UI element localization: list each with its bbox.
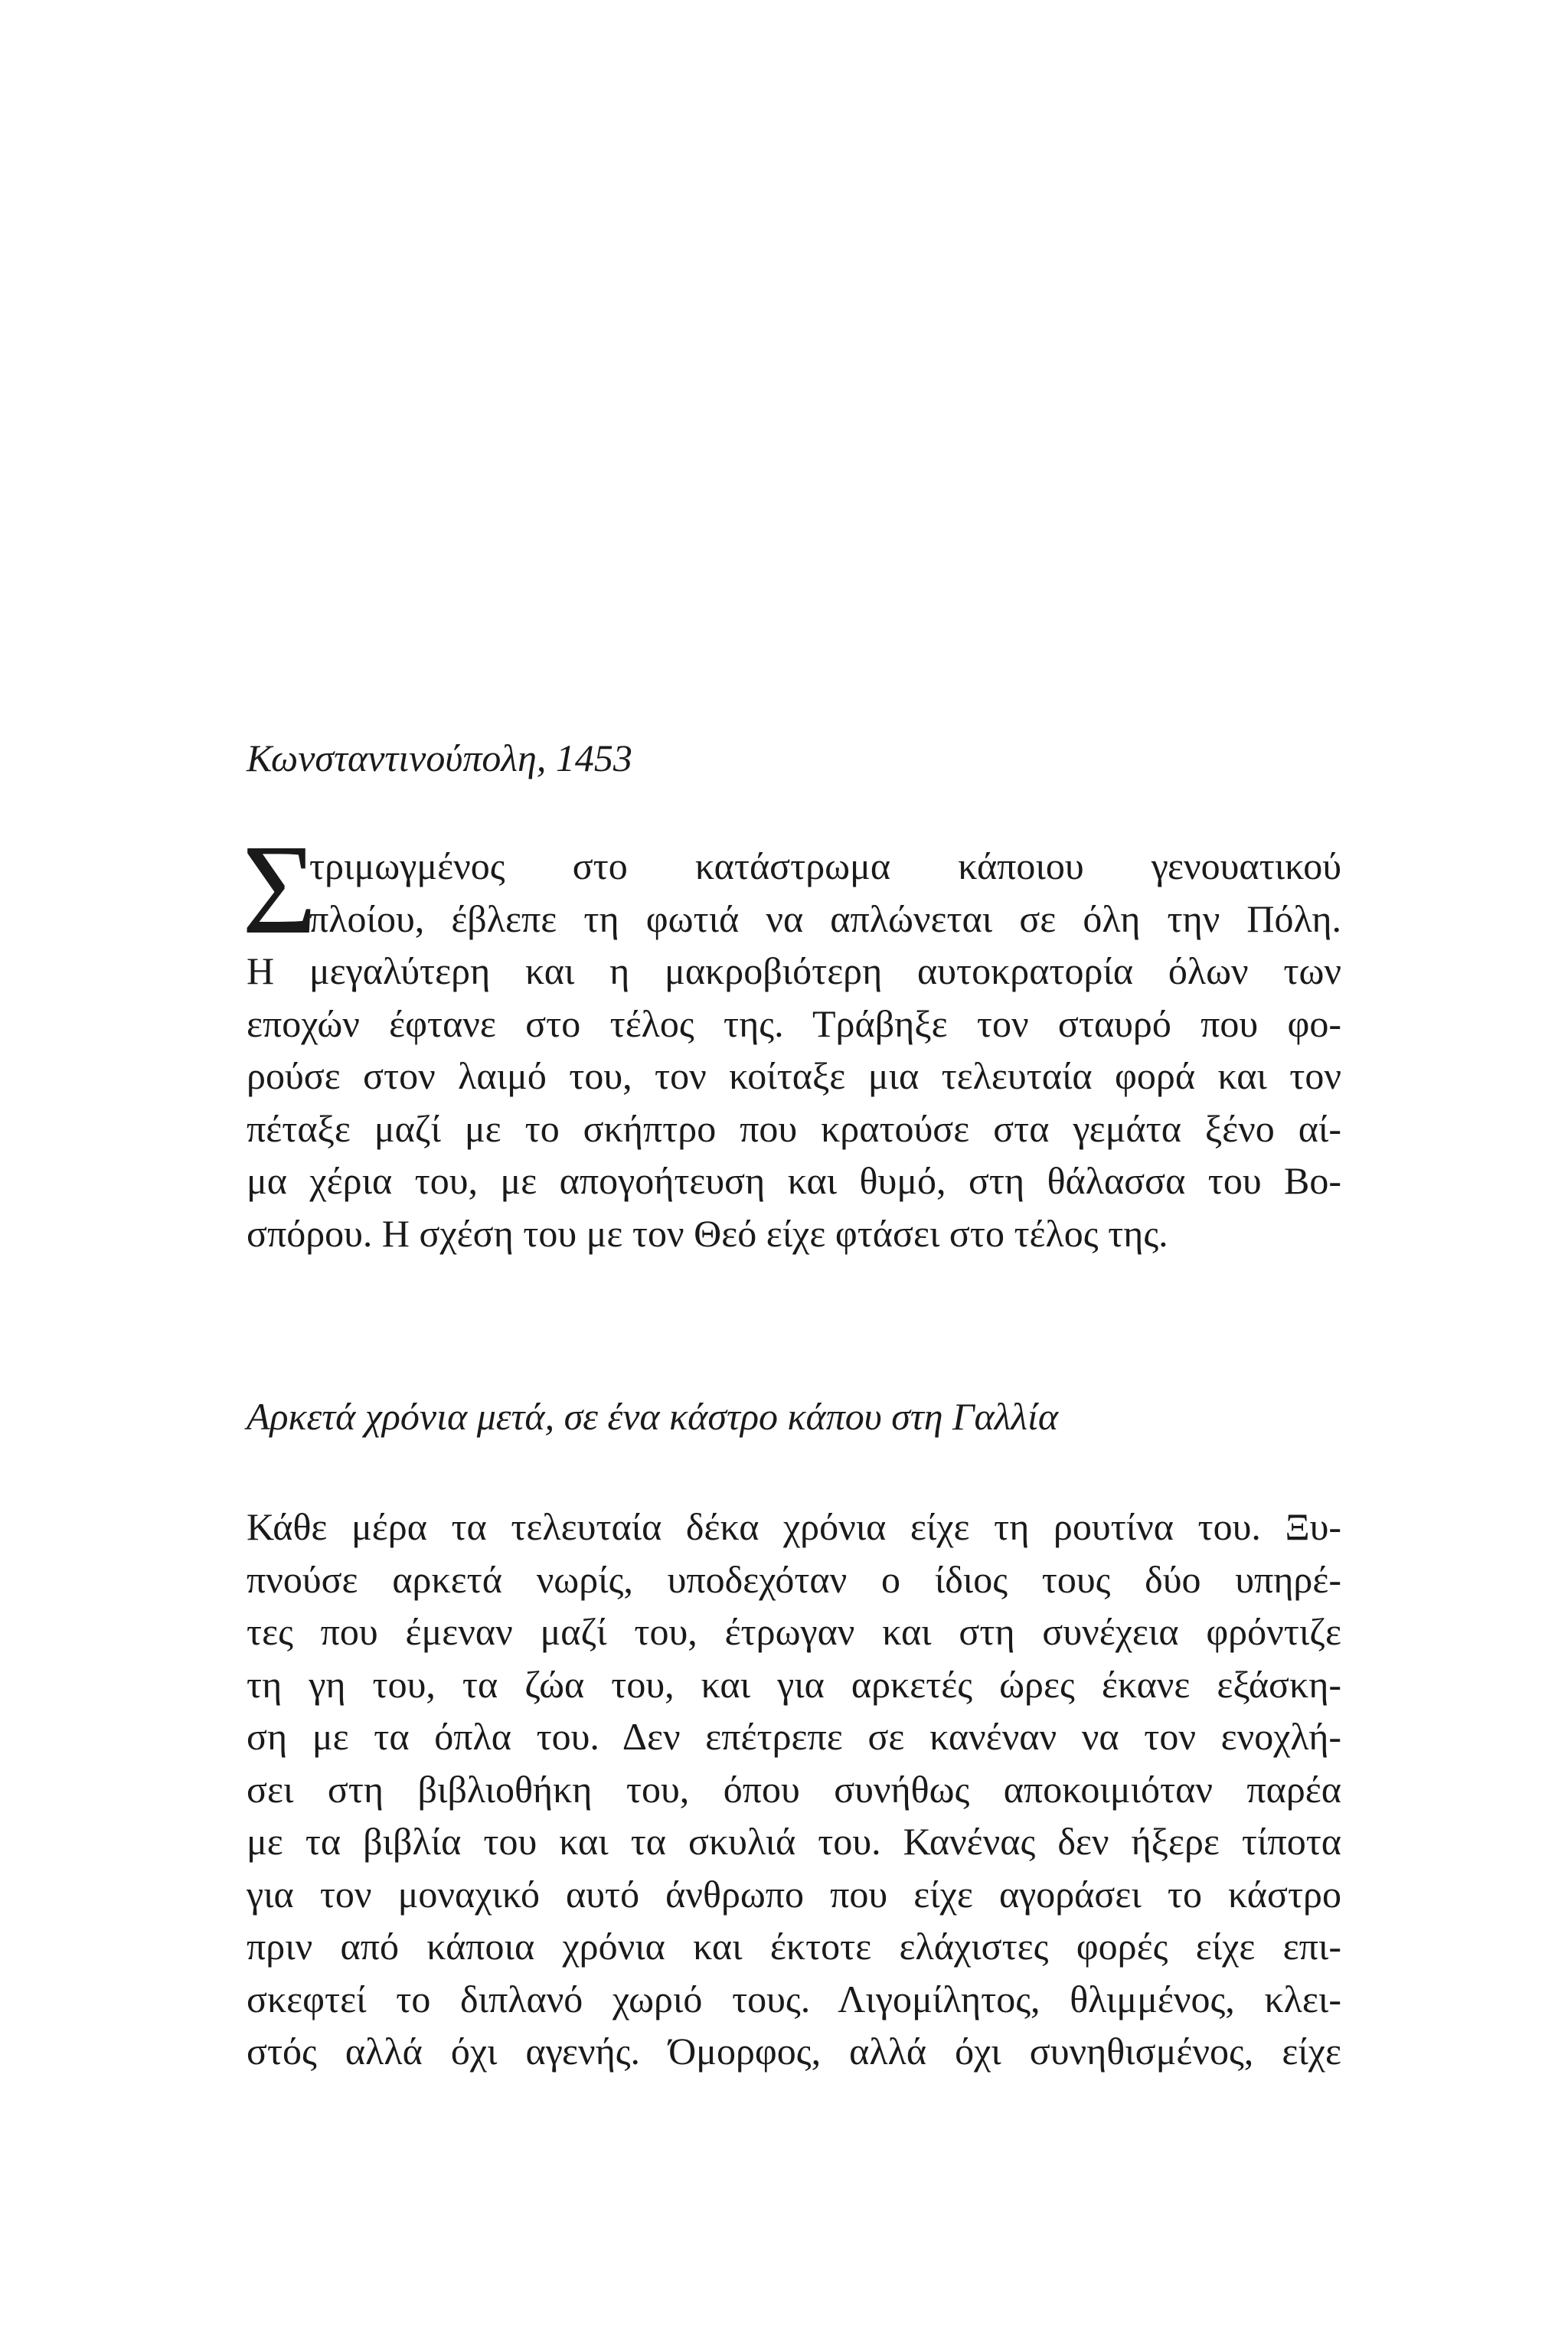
section-heading-gaul-castle: Αρκετά χρόνια μετά, σε ένα κάστρο κάπου στη Γαλλία xyxy=(247,1395,1059,1438)
section-heading-constantinople: Κωνσταντινούπολη, 1453 xyxy=(247,737,632,779)
paragraph-line: πλοίου, έβλεπε τη φωτιά να απλώνεται σε όλη την Πόλη. xyxy=(309,897,1341,940)
paragraph-line: τη γη του, τα ζώα του, και για αρκετές ώρες έκανε εξάσκη- xyxy=(247,1662,1341,1706)
paragraph-castle xyxy=(247,1501,1341,2078)
paragraph-line: Κάθε μέρα τα τελευταία δέκα χρόνια είχε τη ρουτίνα του. Ξυ- xyxy=(247,1505,1341,1548)
paragraph-line: σπόρου. Η σχέση του με τον Θεό είχε φτάσει στο τέλος της. xyxy=(247,1211,1168,1255)
paragraph-line: μα χέρια του, με απογοήτευση και θυμό, στη θάλασσα του Βο- xyxy=(247,1159,1341,1202)
paragraph-line: πέταξε μαζί με το σκήπτρο που κρατούσε στα γεμάτα ξένο αί- xyxy=(247,1106,1341,1150)
paragraph-line: για τον μοναχικό αυτό άνθρωπο που είχε αγοράσει το κάστρο xyxy=(247,1872,1341,1916)
paragraph-line: στός αλλά όχι αγενής. Όμορφος, αλλά όχι συνηθισμένος, είχε xyxy=(247,2030,1341,2073)
paragraph-line: πριν από κάποια χρόνια και έκτοτε ελάχιστες φορές είχε επι- xyxy=(247,1925,1341,1968)
paragraph-line: τες που έμεναν μαζί του, έτρωγαν και στη συνέχεια φρόντιζε xyxy=(247,1610,1341,1653)
paragraph-line: τριμωγμένος στο κατάστρωμα κάποιου γενουατικού xyxy=(309,844,1341,887)
paragraph-line: ρούσε στον λαιμό του, τον κοίταξε μια τελευταία φορά και τον xyxy=(247,1054,1341,1097)
drop-cap: Σ xyxy=(242,818,317,961)
paragraph-line: ση με τα όπλα του. Δεν επέτρεπε σε κανέναν να τον ενοχλή- xyxy=(247,1715,1341,1758)
paragraph-line: πνούσε αρκετά νωρίς, υποδεχόταν ο ίδιος τους δύο υπηρέ- xyxy=(247,1557,1341,1601)
paragraph-line: σει στη βιβλιοθήκη του, όπου συνήθως αποκοιμιόταν παρέα xyxy=(247,1767,1341,1811)
paragraph-line: σκεφτεί το διπλανό χωριό τους. Λιγομίλητος, θλιμμένος, κλει- xyxy=(247,1977,1341,2020)
paragraph-line: εποχών έφτανε στο τέλος της. Τράβηξε τον σταυρό που φο- xyxy=(247,1001,1341,1045)
paragraph-constantinople xyxy=(247,840,1341,1259)
paragraph-line: με τα βιβλία του και τα σκυλιά του. Κανένας δεν ήξερε τίποτα xyxy=(247,1820,1341,1863)
paragraph-line: Η μεγαλύτερη και η μακροβιότερη αυτοκρατορία όλων των xyxy=(247,949,1341,992)
